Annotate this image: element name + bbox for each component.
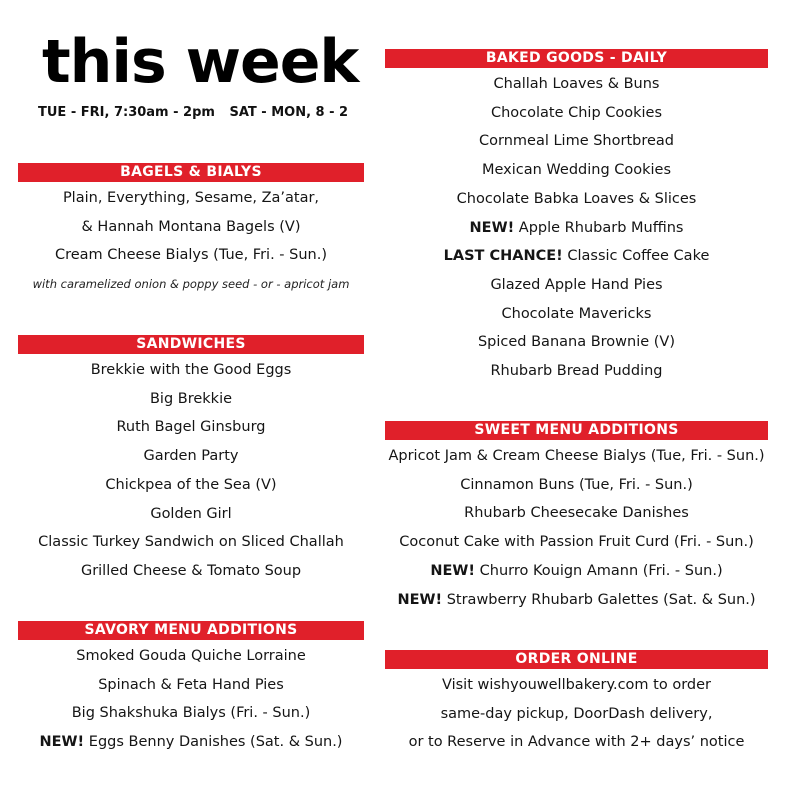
menu-note: with caramelized onion & poppy seed - or - apricot jam: [32, 277, 350, 292]
menu-item: [385, 528, 768, 557]
menu-list: [18, 184, 364, 270]
item-label: Rhubarb Cheesecake Danishes: [464, 505, 689, 522]
menu-list: [385, 70, 768, 386]
section-heading: BAKED GOODS - DAILY: [385, 49, 768, 68]
section-heading: SAVORY MENU ADDITIONS: [18, 621, 364, 640]
item-label: Coconut Cake with Passion Fruit Curd (Fri. - Sun.): [399, 534, 754, 551]
order-line: or to Reserve in Advance with 2+ days’ notice: [408, 734, 745, 751]
menu-item: [18, 671, 364, 700]
item-badge: LAST CHANCE!: [443, 248, 563, 265]
section-savory: [18, 621, 364, 757]
item-label: Mexican Wedding Cookies: [481, 162, 672, 179]
menu-item: [18, 241, 364, 270]
menu-list: [18, 642, 364, 757]
item-label: & Hannah Montana Bagels (V): [81, 218, 301, 235]
item-label: Apple Rhubarb Muffins: [518, 219, 684, 236]
section-heading: BAGELS & BIALYS: [18, 163, 364, 182]
menu-item: [18, 385, 364, 414]
section-heading: SWEET MENU ADDITIONS: [385, 421, 768, 440]
opening-hours: [38, 105, 358, 120]
section-sweet: [385, 421, 768, 614]
menu-item: [385, 185, 768, 214]
item-label: Classic Turkey Sandwich on Sliced Challah: [38, 534, 344, 551]
section-bagels: [18, 163, 364, 298]
section-heading: SANDWICHES: [18, 335, 364, 354]
section-baked-goods: [385, 49, 768, 386]
order-info: [385, 671, 768, 757]
section-order-online: [385, 650, 768, 757]
item-label: Churro Kouign Amann (Fri. - Sun.): [479, 562, 723, 579]
item-label: Golden Girl: [150, 505, 232, 522]
item-label: Apricot Jam & Cream Cheese Bialys (Tue, Fri. - Sun.): [388, 448, 765, 464]
menu-item: [385, 328, 768, 357]
menu-list: [18, 356, 364, 586]
item-label: Big Brekkie: [149, 390, 233, 407]
item-label: Brekkie with the Good Eggs: [90, 362, 292, 378]
menu-item: [385, 156, 768, 185]
menu-item: [18, 528, 364, 557]
menu-item: [385, 442, 768, 471]
menu-item: [385, 214, 768, 243]
menu-item: [18, 699, 364, 728]
item-badge: NEW!: [397, 591, 443, 608]
menu-item: [385, 557, 768, 586]
page-title: this week: [42, 27, 359, 97]
menu-item: [18, 728, 364, 757]
menu-item: [18, 442, 364, 471]
hours-weekday: TUE - FRI, 7:30am - 2pm: [38, 105, 215, 120]
item-badge: NEW!: [430, 562, 476, 579]
section-heading: ORDER ONLINE: [385, 650, 768, 669]
menu-item: [385, 357, 768, 386]
menu-item: [385, 499, 768, 528]
item-label: Chickpea of the Sea (V): [105, 476, 277, 493]
menu-item: [385, 300, 768, 329]
item-badge: NEW!: [39, 734, 85, 751]
item-label: Challah Loaves & Buns: [493, 76, 660, 92]
item-label: Cornmeal Lime Shortbread: [479, 133, 674, 150]
item-label: Rhubarb Bread Pudding: [490, 363, 663, 380]
menu-item: [18, 642, 364, 671]
item-label: Cinnamon Buns (Tue, Fri. - Sun.): [460, 476, 693, 493]
menu-item: [385, 242, 768, 271]
item-label: Grilled Cheese & Tomato Soup: [80, 562, 302, 579]
menu-item: [18, 500, 364, 529]
item-label: Classic Coffee Cake: [567, 248, 710, 265]
item-label: Plain, Everything, Sesame, Za’atar,: [62, 190, 320, 206]
menu-item: [385, 70, 768, 99]
order-line: same-day pickup, DoorDash delivery,: [440, 705, 713, 722]
menu-item: [385, 99, 768, 128]
item-label: Smoked Gouda Quiche Lorraine: [76, 648, 306, 664]
item-label: Eggs Benny Danishes (Sat. & Sun.): [88, 734, 343, 751]
menu-item: [18, 413, 364, 442]
menu-item: [18, 471, 364, 500]
menu-item: [18, 213, 364, 242]
item-label: Chocolate Chip Cookies: [490, 104, 663, 121]
item-label: Chocolate Mavericks: [501, 305, 652, 322]
item-label: Garden Party: [143, 448, 239, 465]
item-label: Spiced Banana Brownie (V): [477, 334, 676, 351]
item-label: Strawberry Rhubarb Galettes (Sat. & Sun.): [446, 591, 756, 608]
item-label: Spinach & Feta Hand Pies: [98, 676, 284, 693]
menu-item: [18, 557, 364, 586]
section-sandwiches: [18, 335, 364, 586]
item-label: Big Shakshuka Bialys (Fri. - Sun.): [71, 705, 311, 722]
menu-list: [385, 442, 768, 614]
item-label: Chocolate Babka Loaves & Slices: [456, 190, 697, 207]
item-label: Cream Cheese Bialys (Tue, Fri. - Sun.): [54, 247, 327, 264]
menu-item: [18, 184, 364, 213]
menu-item: [385, 271, 768, 300]
menu-item: [385, 127, 768, 156]
item-label: Ruth Bagel Ginsburg: [116, 419, 266, 436]
hours-weekend: SAT - MON, 8 - 2: [229, 105, 349, 120]
menu-item: [385, 471, 768, 500]
item-label: Glazed Apple Hand Pies: [490, 276, 663, 293]
menu-item: [18, 356, 364, 385]
item-badge: NEW!: [469, 219, 515, 236]
menu-item: [385, 586, 768, 615]
order-line: Visit wishyouwellbakery.com to order: [441, 677, 711, 693]
